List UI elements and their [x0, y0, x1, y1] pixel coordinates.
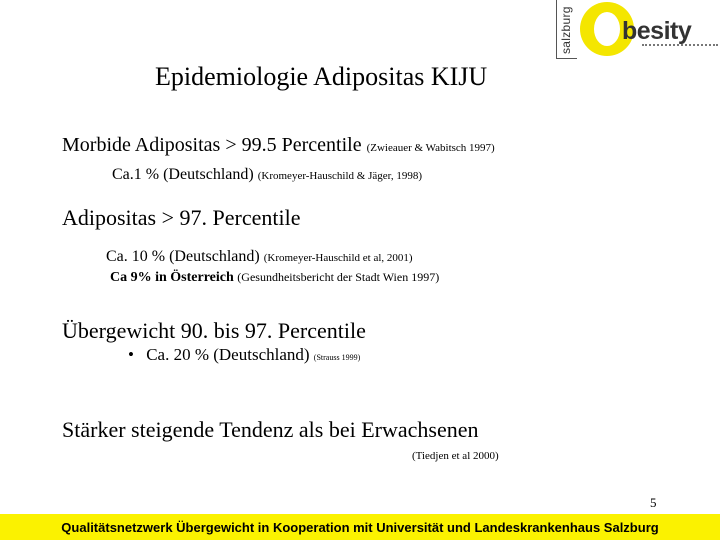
line-morbide [62, 134, 495, 157]
line-adipositas: Adipositas > 97. Percentile [62, 205, 301, 230]
line-deutschland-10-ref: (Kromeyer-Hauschild et al, 2001) [263, 252, 413, 264]
line-deutschland-1 [112, 166, 422, 184]
logo-word: besity [622, 17, 692, 45]
footer-text: Qualitätsnetzwerk Übergewicht in Kooperation mit Universität und Landeskrankenhaus Salzburg [61, 520, 659, 535]
line-deutschland-10-text: Ca. 10 % (Deutschland) [106, 248, 260, 265]
line-oesterreich-text: Ca 9% in Österreich [110, 270, 234, 285]
bullet: • [128, 345, 134, 364]
footer-bar [0, 514, 720, 540]
page-number: 5 [650, 495, 657, 510]
line-morbide-text: Morbide Adipositas > 99.5 Percentile [62, 134, 362, 156]
logo-salzburg-text: salzburg [559, 6, 573, 54]
line-tendenz: Stärker steigende Tendenz als bei Erwachsenen [62, 417, 479, 442]
line-tiedjen-ref: (Tiedjen et al 2000) [412, 450, 499, 462]
line-deutschland-20-ref: (Strauss 1999) [313, 353, 361, 362]
line-deutschland-20 [128, 345, 360, 365]
slide-title: Epidemiologie Adipositas KIJU [155, 62, 488, 91]
line-deutschland-20-text: Ca. 20 % (Deutschland) [146, 345, 310, 364]
line-deutschland-1-ref: (Kromeyer-Hauschild & Jäger, 1998) [257, 170, 423, 182]
logo-underline [642, 44, 718, 48]
line-deutschland-10 [106, 248, 413, 266]
line-oesterreich-ref: (Gesundheitsbericht der Stadt Wien 1997) [237, 270, 440, 284]
obesity-logo [556, 0, 720, 62]
line-uebergewicht: Übergewicht 90. bis 97. Percentile [62, 318, 366, 343]
line-morbide-ref: (Zwieauer & Wabitsch 1997) [366, 142, 495, 154]
logo-o-hole [594, 12, 620, 46]
line-deutschland-1-text: Ca.1 % (Deutschland) [112, 166, 254, 183]
line-oesterreich [110, 270, 439, 286]
